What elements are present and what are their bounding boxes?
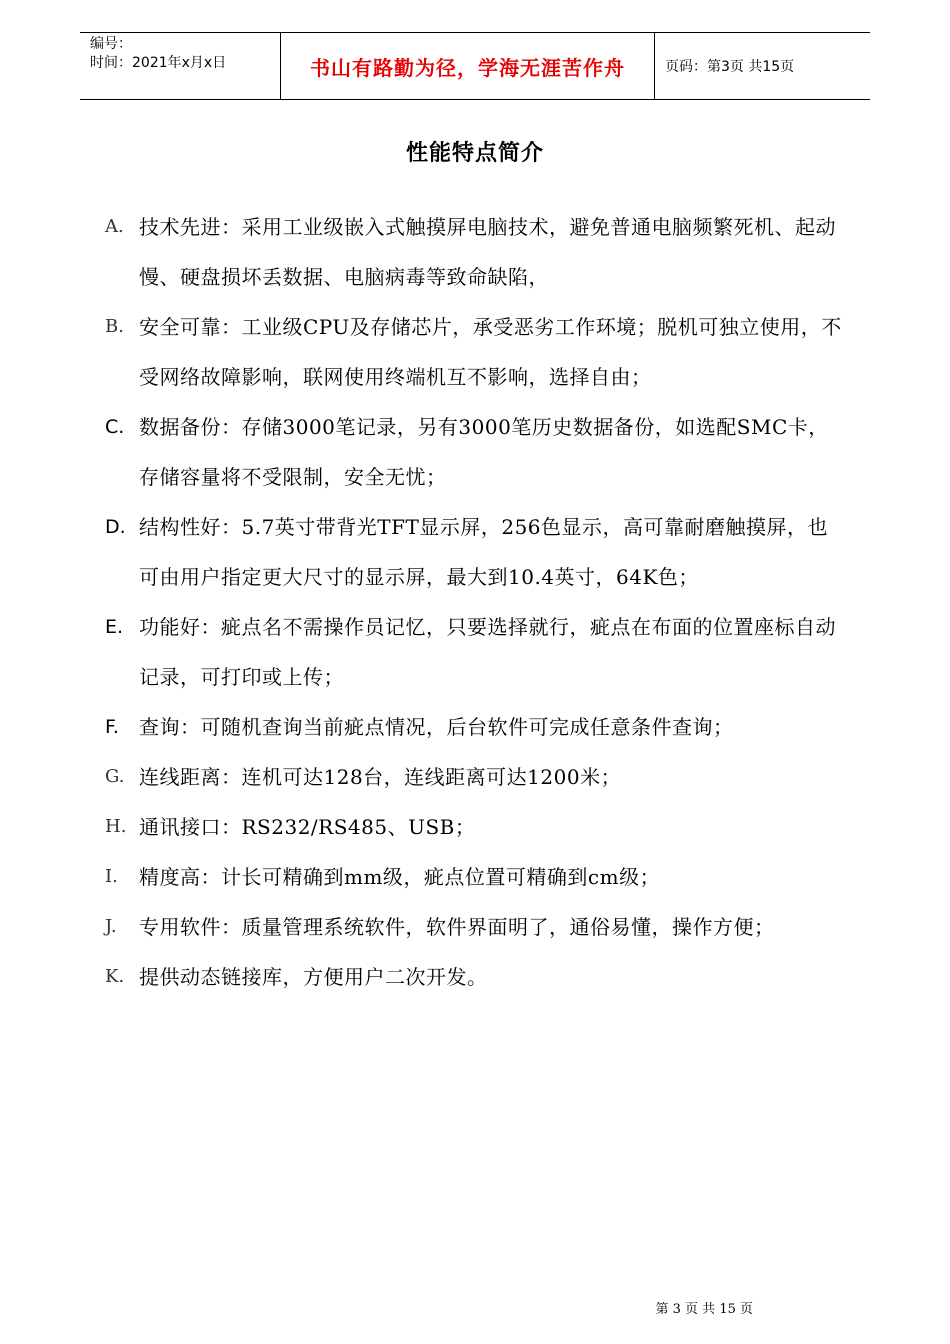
feature-text: 数据备份：存储3000笔记录，另有3000笔历史数据备份，如选配SMC卡，存储容量将不受限制，安全无忧； (139, 415, 829, 489)
header-meta-cell (80, 33, 281, 99)
motto-cell (281, 33, 655, 99)
feature-text: 安全可靠：工业级CPU及存储芯片，承受恶劣工作环境；脱机可独立使用，不受网络故障影响，联网使用终端机互不影响，选择自由； (139, 315, 842, 389)
feature-text: 连线距离：连机可达128台，连线距离可达1200米； (139, 765, 622, 789)
feature-text: 技术先进：采用工业级嵌入式触摸屏电脑技术，避免普通电脑频繁死机、起动慢、硬盘损坏丢数据、电脑病毒等致命缺陷， (139, 215, 836, 289)
feature-text: 精度高：计长可精确到mm级，疵点位置可精确到cm级； (139, 865, 661, 889)
feature-item-a (105, 202, 845, 302)
feature-text: 提供动态链接库，方便用户二次开发。 (139, 965, 488, 989)
feature-text: 专用软件：质量管理系统软件，软件界面明了，通俗易懂，操作方便； (139, 915, 775, 939)
page-title: 性能特点简介 (405, 141, 544, 166)
feature-letter: D. (105, 516, 126, 538)
feature-text: 功能好：疵点名不需操作员记忆，只要选择就行，疵点在布面的位置座标自动记录，可打印或上传； (139, 615, 836, 689)
feature-letter: J. (105, 916, 117, 937)
feature-item-j (105, 902, 845, 952)
feature-item-c (105, 402, 845, 502)
feature-letter: K. (105, 966, 125, 987)
feature-item-d (105, 502, 845, 602)
feature-item-b (105, 302, 845, 402)
motto-text: 书山有路勤为径，学海无涯苦作舟 (310, 55, 625, 80)
feature-item-k (105, 952, 845, 1002)
feature-letter: I. (105, 866, 118, 887)
page-info-text: 页码：第3页 共15页 (665, 59, 795, 75)
feature-text: 结构性好：5.7英寸带背光TFT显示屏，256色显示，高可靠耐磨触摸屏，也可由用户指定更大尺寸的显示屏，最大到10.4英寸，64K色； (139, 515, 829, 589)
feature-letter: C. (105, 416, 125, 438)
feature-item-i (105, 852, 845, 902)
feature-letter: G. (105, 766, 125, 787)
feature-item-e (105, 602, 845, 702)
feature-list (105, 202, 845, 1002)
time-label: 时间：2021年x月x日 (90, 55, 227, 71)
feature-item-g (105, 752, 845, 802)
header-table (80, 32, 870, 100)
feature-letter: E. (105, 616, 124, 638)
page-info-cell (655, 33, 870, 99)
code-label: 编号： (90, 36, 132, 52)
feature-letter: H. (105, 816, 127, 837)
feature-letter: A. (105, 216, 124, 237)
footer-page-number: 第 3 页 共 15 页 (655, 1302, 753, 1317)
feature-item-f (105, 702, 845, 752)
feature-letter: F. (105, 716, 119, 738)
page-footer (0, 1298, 950, 1317)
feature-text: 查询：可随机查询当前疵点情况，后台软件可完成任意条件查询； (139, 715, 734, 739)
feature-item-h (105, 802, 845, 852)
feature-letter: B. (105, 316, 124, 337)
feature-text: 通讯接口：RS232/RS485、USB； (139, 815, 476, 839)
